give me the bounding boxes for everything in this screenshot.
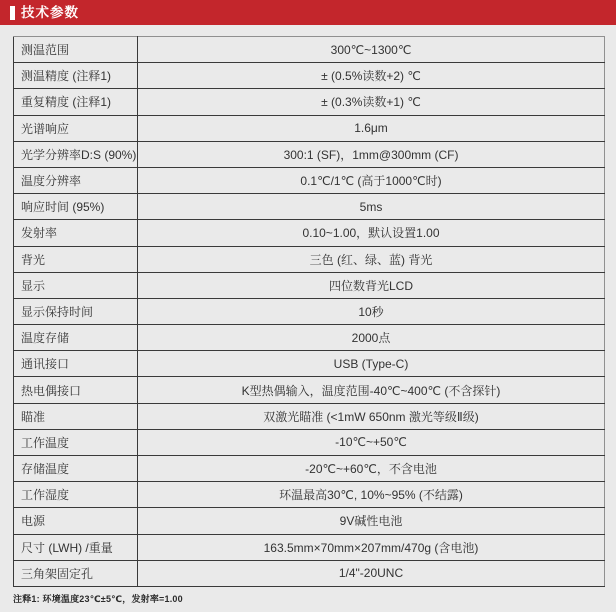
param-value: 环温最高30℃, 10%~95% (不结露) — [138, 482, 605, 508]
param-label: 重复精度 (注释1) — [14, 89, 138, 115]
table-row — [14, 534, 605, 560]
page-title: 技术参数 — [21, 5, 79, 20]
param-value: 10秒 — [138, 298, 605, 324]
section-header — [0, 0, 616, 25]
param-value: USB (Type-C) — [138, 351, 605, 377]
table-row — [14, 403, 605, 429]
table-row — [14, 37, 605, 63]
table-row — [14, 560, 605, 586]
spec-table — [13, 36, 605, 587]
param-label: 尺寸 (LWH) /重量 — [14, 534, 138, 560]
param-value: 0.10~1.00，默认设置1.00 — [138, 220, 605, 246]
param-value: 163.5mm×70mm×207mm/470g (含电池) — [138, 534, 605, 560]
table-row — [14, 272, 605, 298]
param-label: 背光 — [14, 246, 138, 272]
param-label: 温度存储 — [14, 325, 138, 351]
param-label: 热电偶接口 — [14, 377, 138, 403]
param-label: 测温精度 (注释1) — [14, 63, 138, 89]
param-label: 发射率 — [14, 220, 138, 246]
table-row — [14, 167, 605, 193]
param-value: 0.1℃/1℃ (高于1000℃时) — [138, 167, 605, 193]
param-label: 显示保持时间 — [14, 298, 138, 324]
param-label: 瞄准 — [14, 403, 138, 429]
param-label: 温度分辨率 — [14, 167, 138, 193]
table-row — [14, 89, 605, 115]
param-label: 电源 — [14, 508, 138, 534]
param-label: 工作温度 — [14, 429, 138, 455]
param-value: 300℃~1300℃ — [138, 37, 605, 63]
param-value: -10℃~+50℃ — [138, 429, 605, 455]
table-row — [14, 482, 605, 508]
table-row — [14, 141, 605, 167]
table-row — [14, 298, 605, 324]
param-label: 存储温度 — [14, 456, 138, 482]
param-value: 四位数背光LCD — [138, 272, 605, 298]
table-row — [14, 194, 605, 220]
param-label: 三角架固定孔 — [14, 560, 138, 586]
param-value: 300:1 (SF)，1mm@300mm (CF) — [138, 141, 605, 167]
table-row — [14, 115, 605, 141]
param-label: 响应时间 (95%) — [14, 194, 138, 220]
param-value: 5ms — [138, 194, 605, 220]
param-label: 显示 — [14, 272, 138, 298]
param-value: -20℃~+60℃，不含电池 — [138, 456, 605, 482]
spec-table-body — [14, 37, 605, 587]
table-row — [14, 351, 605, 377]
footnote: 注释1: 环境温度23℃±5℃，发射率=1.00 — [13, 594, 183, 604]
param-label: 测温范围 — [14, 37, 138, 63]
param-value: 2000点 — [138, 325, 605, 351]
table-row — [14, 377, 605, 403]
param-value: ± (0.5%读数+2) ℃ — [138, 63, 605, 89]
param-value: ± (0.3%读数+1) ℃ — [138, 89, 605, 115]
table-row — [14, 220, 605, 246]
param-label: 光谱响应 — [14, 115, 138, 141]
table-row — [14, 429, 605, 455]
param-value: 9V碱性电池 — [138, 508, 605, 534]
table-row — [14, 508, 605, 534]
param-value: 双激光瞄准 (<1mW 650nm 激光等级Ⅱ级) — [138, 403, 605, 429]
param-label: 光学分辨率D:S (90%) — [14, 141, 138, 167]
param-value: 三色 (红、绿、蓝) 背光 — [138, 246, 605, 272]
param-value: 1/4"-20UNC — [138, 560, 605, 586]
param-label: 工作湿度 — [14, 482, 138, 508]
table-row — [14, 456, 605, 482]
table-row — [14, 63, 605, 89]
title-tick-icon — [10, 6, 15, 20]
param-value: 1.6μm — [138, 115, 605, 141]
table-row — [14, 246, 605, 272]
param-label: 通讯接口 — [14, 351, 138, 377]
param-value: K型热偶输入，温度范围-40℃~400℃ (不含探针) — [138, 377, 605, 403]
table-row — [14, 325, 605, 351]
